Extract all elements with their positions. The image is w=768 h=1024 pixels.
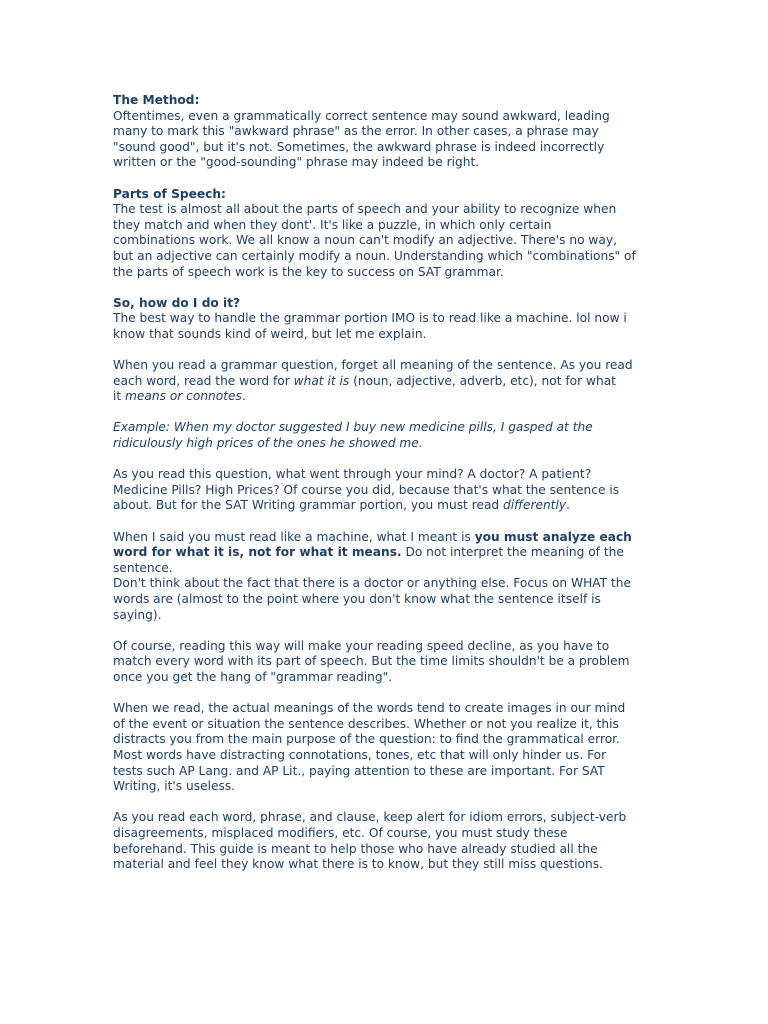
question-emphasis: differently <box>503 498 567 513</box>
alert-paragraph: As you read each word, phrase, and clause, keep alert for idiom errors, subject-verb disagreements, misplaced modifiers, etc. Of course, you must study these beforehand. This guide is meant to help those who have already studied all the material and feel they know what there is to know, but they still miss questions. <box>113 810 627 872</box>
parts-of-speech-paragraph: The test is almost all about the parts of speech and your ability to recognize when they match and when they dont'. It's like a puzzle, in which only certain combinations work. We all know a noun can't modify an adjective. There's no way, but an adjective can certainly modify a noun. Understanding which "combinations" of the parts of speech work is the key to success on SAT grammar. <box>113 202 636 279</box>
speed-paragraph: Of course, reading this way will make your reading speed decline, as you have to match every word with its part of speech. But the time limits shouldn't be a problem once you get the hang of "grammar reading". <box>113 638 630 684</box>
example-text: Example: When my doctor suggested I buy new medicine pills, I gasped at the ridiculously high prices of the ones he showed me. <box>113 420 593 451</box>
read-emphasis-1: what it is <box>293 373 350 388</box>
machine-paragraph <box>113 530 653 577</box>
paragraph-gap <box>113 514 653 530</box>
method-heading: The Method: <box>113 93 200 107</box>
paragraph-gap <box>113 405 653 421</box>
question-paragraph <box>113 467 653 514</box>
meanings-paragraph: When we read, the actual meanings of the words tend to create images in our mind of the event or situation the sentence describes. Whether or not you realize it, this distracts you from the main purpose of the question: to find the grammatical error. Most words have distracting connotations, tones, etc that will only hinder us. For tests such AP Lang. and AP Lit., paying attention to these are important. For SAT Writing, it's useless. <box>113 701 626 794</box>
paragraph-gap <box>113 795 653 811</box>
read-paragraph <box>113 358 653 405</box>
read-text-1: When you read a grammar question, forget all meaning of the sentence. As you read each word, read the word for <box>113 358 633 388</box>
how-heading: So, how do I do it? <box>113 295 241 310</box>
question-text-2: . <box>566 498 570 513</box>
read-text-3: . <box>241 389 246 404</box>
example-paragraph <box>113 420 653 451</box>
how-intro-paragraph: The best way to handle the grammar portion IMO is to read like a machine. lol now i know that sounds kind of weird, but let me explain. <box>113 311 627 341</box>
focus-paragraph: Don't think about the fact that there is a doctor or anything else. Focus on WHAT the words are (almost to the point where you don't know what the sentence itself is saying). <box>113 576 631 622</box>
paragraph-gap <box>113 343 653 359</box>
question-text-1: As you read this question, what went through your mind? A doctor? A patient? Medicine Pills? High Prices? Of course you did, because that's what the sentence is about. But for the SAT Writing grammar portion, you must read <box>113 467 620 513</box>
paragraph-gap <box>113 280 653 296</box>
document-body <box>113 93 653 873</box>
machine-text-2: Do not interpret the meaning of the sentence. <box>113 545 624 575</box>
paragraph-gap <box>113 452 653 468</box>
machine-strong-text: you must analyze each word for what it is, not for what it means. <box>113 529 632 560</box>
machine-text-1: When I said you must read like a machine, what I meant is <box>113 529 475 544</box>
read-text-2: (noun, adjective, adverb, etc), not for what it <box>113 373 616 404</box>
method-paragraph: Oftentimes, even a grammatically correct sentence may sound awkward, leading many to mark this "awkward phrase" as the error. In other cases, a phrase may "sound good", but it's not. Sometimes, the awkward phrase is indeed incorrectly written or the "good-sounding" phrase may indeed be right. <box>113 108 610 170</box>
read-emphasis-2: means or connotes <box>125 389 242 404</box>
paragraph-gap <box>113 171 653 187</box>
paragraph-gap <box>113 686 653 702</box>
paragraph-gap <box>113 623 653 639</box>
parts-of-speech-heading: Parts of Speech: <box>113 186 226 201</box>
